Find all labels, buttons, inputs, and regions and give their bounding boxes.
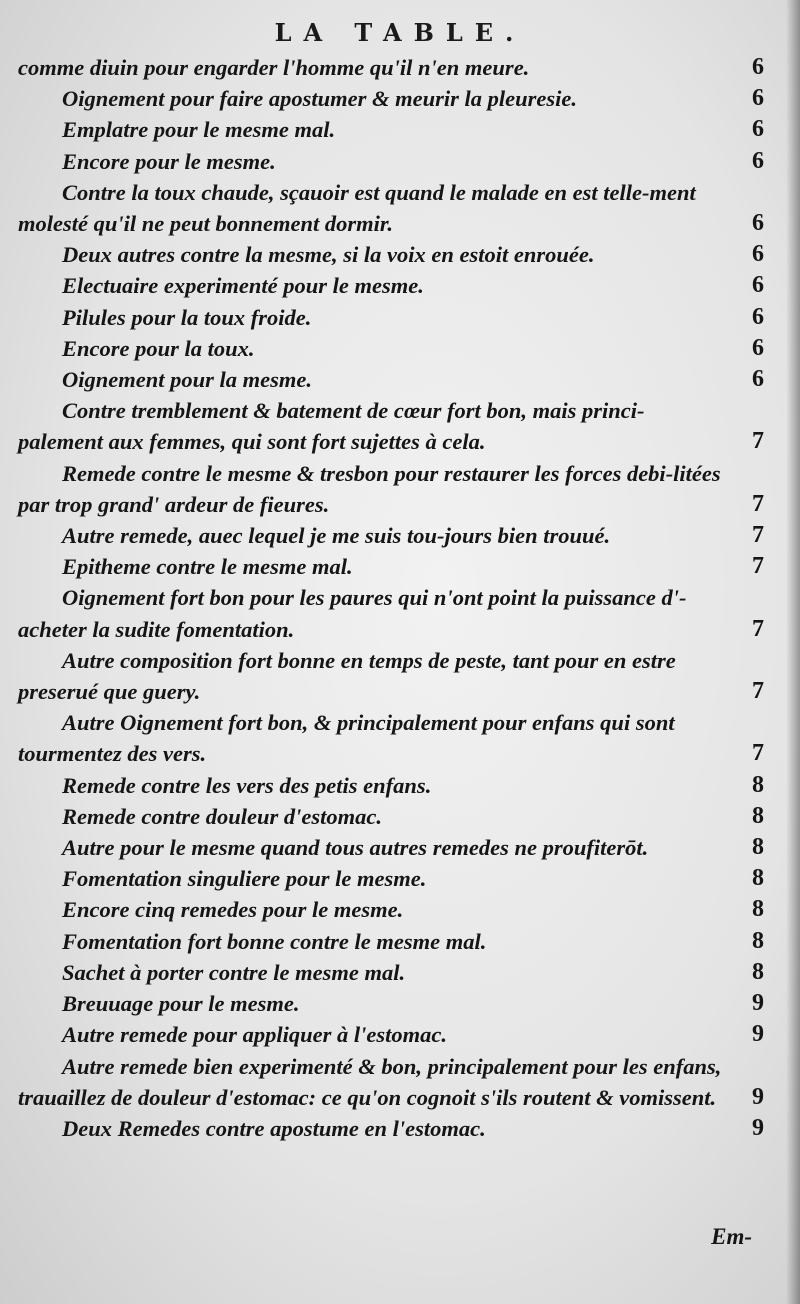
entry-text: Autre remede, auec lequel je me suis tou-jours bien trouué.	[62, 523, 611, 549]
entry-text: Autre remede bien experimenté & bon, principalement pour les enfans, trauaillez de douleur d'estomac: ce qu'on cognoit s'ils routent & vomissent.	[18, 1053, 722, 1110]
toc-entry	[18, 551, 764, 582]
entry-text: Autre composition fort bonne en temps de peste, tant pour en estre preserué que guery.	[18, 647, 676, 705]
toc-entry	[18, 458, 764, 520]
entry-text: Encore pour le mesme.	[62, 148, 276, 174]
toc-entry	[18, 863, 764, 894]
entry-text: Contre tremblement & batement de cœur fort bon, mais princi-palement aux femmes, qui sont fort sujettes à cela.	[18, 398, 645, 455]
entry-text: Fomentation fort bonne contre le mesme mal.	[62, 928, 487, 954]
entry-text: Remede contre les vers des petis enfans.	[62, 772, 432, 798]
entry-text: Contre la toux chaude, sçauoir est quand le malade en est telle-ment molesté qu'il ne peut bonnement dormir.	[18, 179, 696, 237]
table-of-contents	[18, 52, 764, 1144]
toc-entry	[18, 582, 764, 644]
toc-entry	[18, 83, 764, 114]
toc-entry	[18, 52, 764, 83]
toc-entry	[18, 177, 764, 239]
entry-text: comme diuin pour engarder l'homme qu'il n'en meure.	[18, 55, 530, 80]
page-number: 8	[752, 834, 764, 861]
toc-entry	[18, 707, 764, 769]
page-number: 8	[752, 865, 764, 892]
entry-text: Autre remede pour appliquer à l'estomac.	[62, 1022, 447, 1048]
entry-text: Oignement fort bon pour les paures qui n'ont point la puissance d'-acheter la sudite fomentation.	[18, 585, 687, 642]
page-number: 8	[752, 958, 764, 985]
page-number: 8	[752, 802, 764, 829]
toc-entry	[18, 645, 764, 707]
toc-entry	[18, 239, 764, 270]
page-number: 7	[752, 615, 764, 642]
toc-entry	[18, 801, 764, 832]
entry-text: Autre pour le mesme quand tous autres remedes ne proufiterōt.	[62, 835, 649, 861]
toc-entry	[18, 270, 764, 301]
page-number: 6	[752, 303, 764, 330]
page-number: 7	[752, 490, 764, 517]
page-number: 6	[752, 85, 764, 112]
toc-entry	[18, 302, 764, 333]
entry-text: Remede contre le mesme & tresbon pour restaurer les forces debi-litées par trop grand' ardeur de fieures.	[18, 460, 721, 517]
running-header: LA TABLE.	[274, 18, 526, 47]
page-number: 8	[752, 771, 764, 798]
page-number: 6	[752, 147, 764, 174]
entry-text: Encore pour la toux.	[62, 335, 255, 361]
toc-entry	[18, 333, 764, 364]
entry-text: Deux Remedes contre apostume en l'estomac.	[62, 1115, 486, 1141]
page-number: 8	[752, 927, 764, 954]
page-number: 8	[752, 896, 764, 923]
entry-text: Deux autres contre la mesme, si la voix en estoit enrouée.	[62, 242, 595, 268]
toc-entry	[18, 395, 764, 457]
entry-text: Epitheme contre le mesme mal.	[62, 554, 353, 580]
page-edge-shadow	[786, 0, 800, 1304]
toc-entry	[18, 832, 764, 863]
toc-entry	[18, 988, 764, 1019]
entry-text: Remede contre douleur d'estomac.	[62, 803, 382, 829]
toc-entry	[18, 770, 764, 801]
entry-text: Fomentation singuliere pour le mesme.	[62, 866, 427, 892]
entry-text: Breuuage pour le mesme.	[62, 991, 300, 1017]
page-number: 9	[752, 1083, 764, 1110]
entry-text: Oignement pour la mesme.	[62, 367, 313, 393]
page-number: 6	[752, 116, 764, 143]
toc-entry	[18, 1019, 764, 1050]
toc-entry	[18, 1051, 764, 1113]
toc-entry	[18, 114, 764, 145]
page-number: 7	[752, 678, 764, 705]
page-number: 9	[752, 990, 764, 1017]
page-number: 6	[752, 272, 764, 299]
entry-text: Emplatre pour le mesme mal.	[62, 117, 336, 143]
page-number: 7	[752, 553, 764, 580]
toc-entry	[18, 520, 764, 551]
page-number: 9	[752, 1021, 764, 1048]
entry-text: Sachet à porter contre le mesme mal.	[62, 959, 406, 985]
page-number: 6	[752, 210, 764, 237]
page-number: 9	[752, 1114, 764, 1141]
toc-entry	[18, 146, 764, 177]
entry-text: Oignement pour faire apostumer & meurir la pleuresie.	[62, 86, 578, 112]
toc-entry	[18, 894, 764, 925]
page-number: 6	[752, 54, 764, 80]
toc-entry	[18, 926, 764, 957]
page-number: 6	[752, 241, 764, 268]
page-number: 7	[752, 428, 764, 455]
entry-text: Pilules pour la toux froide.	[62, 304, 312, 330]
toc-entry	[18, 364, 764, 395]
page-number: 6	[752, 366, 764, 393]
catchword: Em-	[711, 1224, 752, 1249]
entry-text: Autre Oignement fort bon, & principalement pour enfans qui sont tourmentez des vers.	[18, 710, 675, 767]
toc-entry	[18, 957, 764, 988]
entry-text: Electuaire experimenté pour le mesme.	[62, 273, 424, 299]
entry-text: Encore cinq remedes pour le mesme.	[62, 897, 404, 923]
page-number: 6	[752, 334, 764, 361]
page-number: 7	[752, 522, 764, 549]
page-number: 7	[752, 740, 764, 767]
toc-entry	[18, 1113, 764, 1144]
